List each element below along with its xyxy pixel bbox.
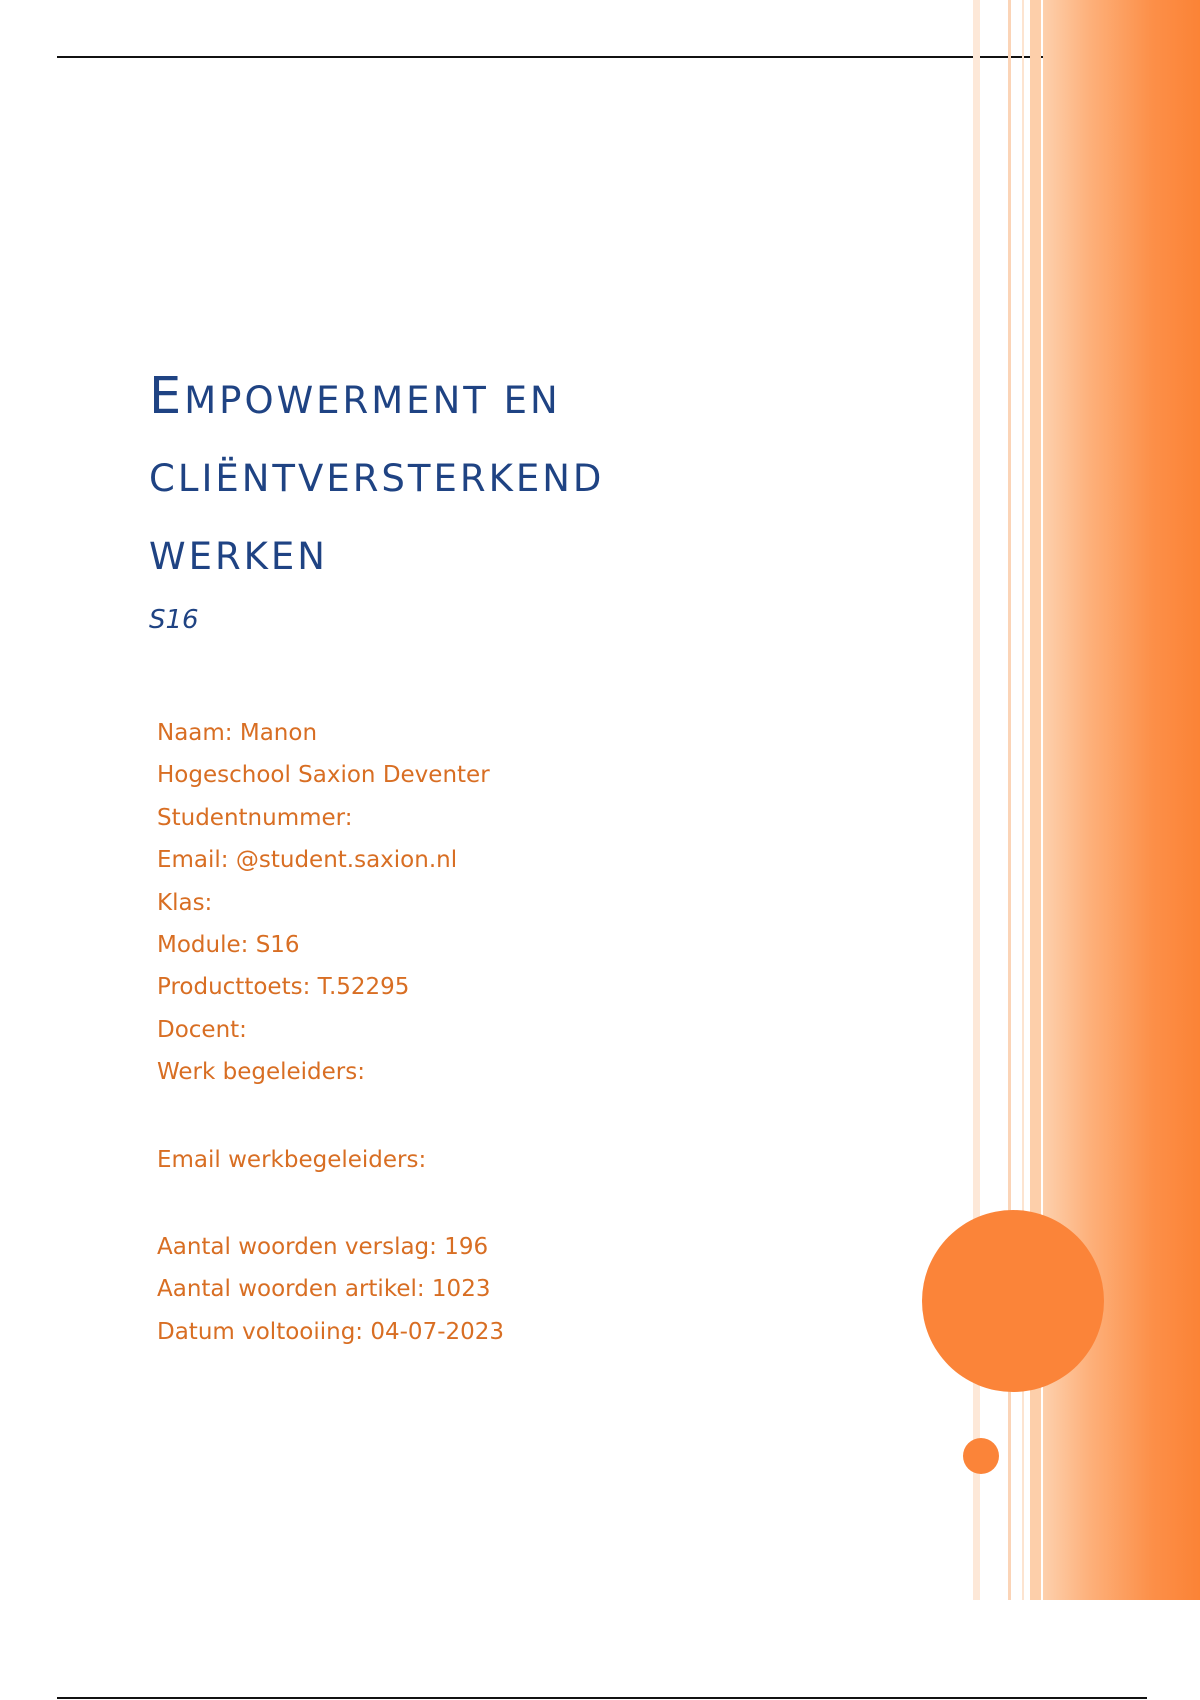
title-line-3: WERKEN (149, 535, 328, 578)
student-info-block (157, 712, 504, 1353)
bottom-rule (57, 1697, 1147, 1699)
title-line-2: CLIËNTVERSTERKEND (149, 457, 605, 500)
title-line-1 (149, 358, 849, 440)
info-product-test: Producttoets: T.52295 (157, 974, 410, 1001)
info-name: Naam: Manon (157, 720, 318, 746)
info-teacher: Docent: (157, 1016, 247, 1043)
decorative-large-circle (922, 1210, 1104, 1392)
info-class: Klas: (157, 889, 213, 916)
title-line-1-rest: MPOWERMENT EN (184, 379, 561, 422)
info-word-count-article: Aantal woorden artikel: 1023 (157, 1276, 491, 1303)
info-work-supervisors: Werk begeleiders: (157, 1059, 365, 1086)
decorative-small-circle (963, 1438, 999, 1474)
info-module: Module: S16 (157, 931, 300, 958)
title-first-letter: E (149, 367, 185, 426)
info-completion-date: Datum voltooiing: 04-07-2023 (157, 1318, 505, 1345)
top-rule (57, 56, 1044, 58)
info-supervisor-email: Email werkbegeleiders: (157, 1146, 427, 1173)
info-student-number: Studentnummer: (157, 804, 353, 831)
info-email: Email: @student.saxion.nl (157, 847, 458, 874)
document-subtitle: S16 (149, 605, 199, 635)
info-word-count-report: Aantal woorden verslag: 196 (157, 1233, 489, 1260)
document-title (149, 358, 849, 596)
info-school: Hogeschool Saxion Deventer (157, 762, 490, 789)
